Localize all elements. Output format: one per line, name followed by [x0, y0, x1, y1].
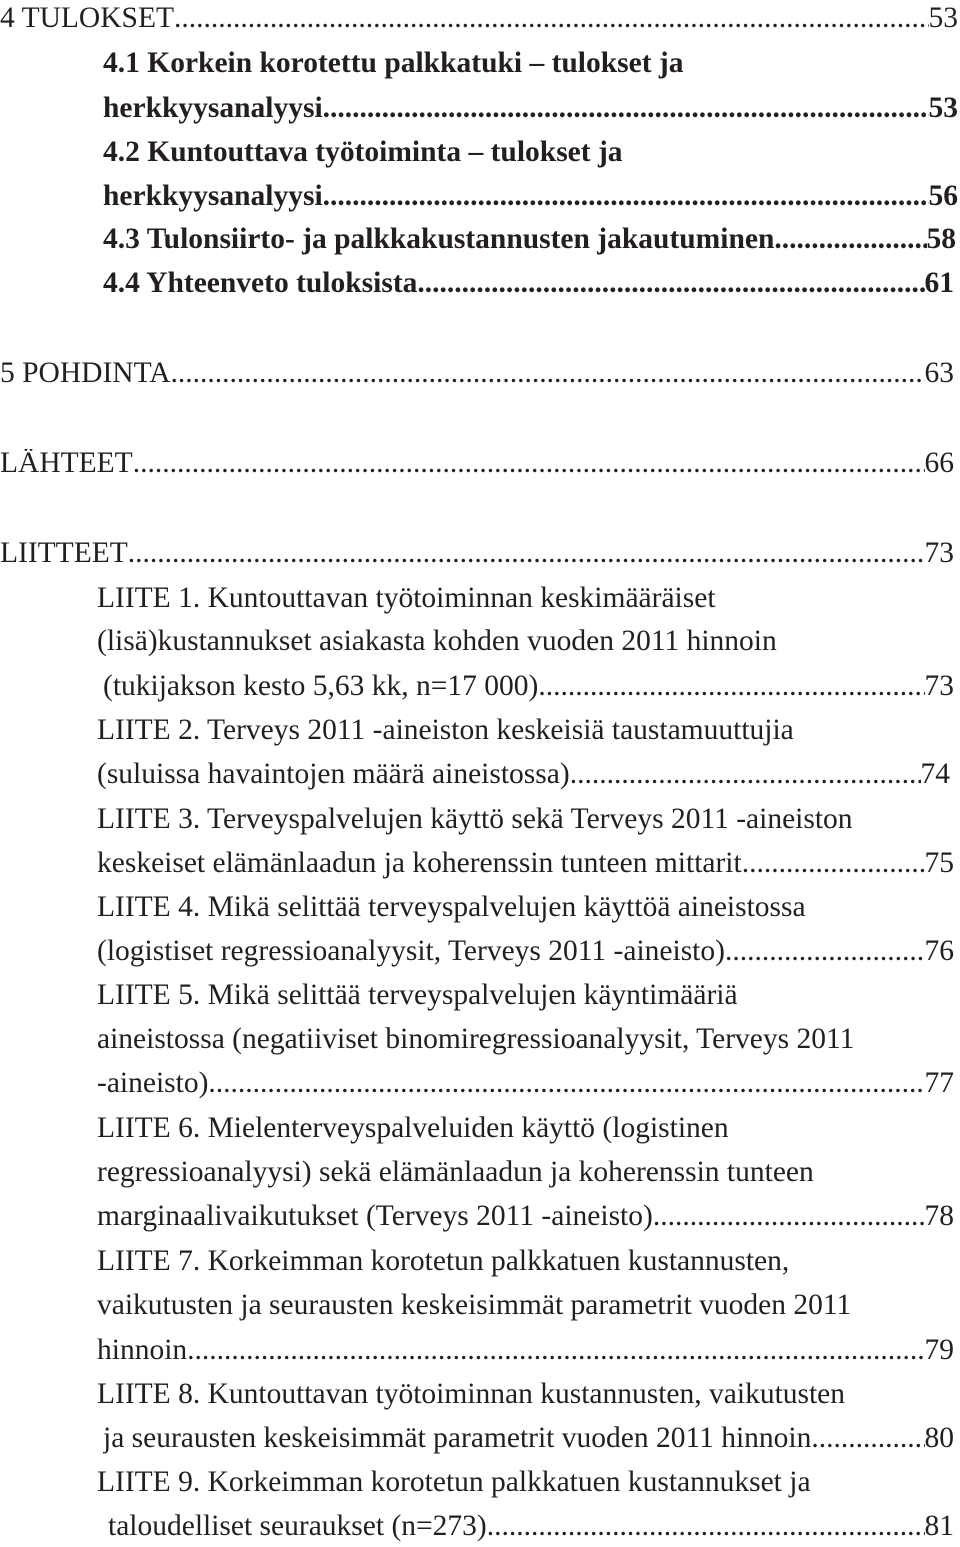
toc-entry-liite-2[interactable] [97, 760, 950, 790]
toc-page-number: 53 [928, 4, 958, 34]
toc-title: LIITE 5. Mikä selittää terveyspalvelujen käyntimääriä [97, 981, 738, 1011]
toc-entry-liite-5[interactable] [97, 1069, 954, 1099]
toc-page-number: 66 [924, 449, 954, 479]
toc-page-number: 78 [924, 1202, 954, 1232]
toc-title: 4.1 Korkein korotettu palkkatuki – tulokset ja [103, 49, 684, 79]
leader-dots [725, 937, 925, 967]
toc-title: LIITE 4. Mikä selittää terveyspalvelujen käyttöä aineistossa [97, 893, 806, 923]
leader-dots [323, 182, 929, 212]
toc-entry-4-1[interactable] [103, 94, 958, 124]
toc-page-number: 61 [924, 269, 954, 299]
toc-title: aineistossa (negatiiviset binomiregressioanalyysit, Terveys 2011 [97, 1025, 855, 1055]
toc-title: herkkyysanalyysi [103, 94, 323, 124]
toc-entry-liite-4-line1[interactable] [97, 893, 806, 923]
toc-entry-liite-6[interactable] [97, 1202, 954, 1232]
toc-title: 4.4 Yhteenveto tuloksista [103, 269, 418, 299]
toc-title: (lisä)kustannukset asiakasta kohden vuoden 2011 hinnoin [97, 627, 777, 657]
toc-entry-liite-3-line1[interactable] [97, 805, 853, 835]
toc-title: 4.3 Tulonsiirto- ja palkkakustannusten jakautuminen [103, 225, 775, 255]
toc-entry-chapter-4[interactable] [0, 4, 958, 34]
toc-title: 4 TULOKSET [0, 4, 174, 34]
toc-title: marginaalivaikutukset (Terveys 2011 -aineisto) [97, 1202, 653, 1232]
toc-title: LIITTEET [0, 539, 128, 569]
toc-title: LIITE 2. Terveys 2011 -aineiston keskeisiä taustamuuttujia [97, 716, 794, 746]
leader-dots [417, 269, 924, 299]
leader-dots [323, 94, 929, 124]
leader-dots [187, 1336, 924, 1366]
toc-entry-references[interactable] [0, 449, 954, 479]
toc-entry-liite-1-line1[interactable] [97, 584, 716, 614]
toc-entry-4-2-line1[interactable] [103, 138, 623, 168]
toc-entry-liite-9-line1[interactable] [97, 1468, 811, 1498]
toc-page-number: 73 [924, 672, 954, 702]
toc-entry-liite-1[interactable] [103, 672, 954, 702]
leader-dots [128, 539, 925, 569]
toc-title: LIITE 1. Kuntouttavan työtoiminnan keskimääräiset [97, 584, 716, 614]
toc-entry-liite-1-line2[interactable] [97, 627, 777, 657]
toc-entry-liite-7[interactable] [97, 1336, 954, 1366]
toc-page-number: 74 [920, 760, 950, 790]
toc-title: ja seurausten keskeisimmät parametrit vuoden 2011 hinnoin [103, 1424, 812, 1454]
leader-dots [774, 225, 926, 255]
toc-page-number: 76 [924, 937, 954, 967]
toc-entry-4-3[interactable] [103, 225, 956, 255]
toc-title: LIITE 8. Kuntouttavan työtoiminnan kustannusten, vaikutusten [97, 1380, 846, 1410]
toc-page-number: 79 [924, 1336, 954, 1366]
toc-entry-4-1-line1[interactable] [103, 49, 684, 79]
leader-dots [133, 449, 925, 479]
toc-title: LIITE 9. Korkeimman korotetun palkkatuen kustannukset ja [97, 1468, 811, 1498]
toc-entry-liite-8-line1[interactable] [97, 1380, 845, 1410]
toc-title: (tukijakson kesto 5,63 kk, n=17 000) [103, 672, 539, 702]
toc-title: herkkyysanalyysi [103, 182, 323, 212]
leader-dots [208, 1069, 924, 1099]
toc-title: LIITE 7. Korkeimman korotetun palkkatuen kustannusten, [97, 1247, 790, 1277]
toc-entry-4-4[interactable] [103, 269, 954, 299]
leader-dots [653, 1202, 925, 1232]
leader-dots [171, 359, 925, 389]
toc-title: (suluissa havaintojen määrä aineistossa) [97, 760, 570, 790]
toc-page-number: 73 [924, 539, 954, 569]
leader-dots [174, 4, 929, 34]
toc-title: LÄHTEET [0, 449, 133, 479]
toc-title: 5 POHDINTA [0, 359, 171, 389]
toc-page-number: 53 [928, 94, 958, 124]
toc-page-number: 56 [928, 182, 958, 212]
toc-page-number: 81 [924, 1512, 954, 1542]
toc-page-number: 80 [924, 1424, 954, 1454]
toc-title: (logistiset regressioanalyysit, Terveys 2011 -aineisto) [97, 937, 725, 967]
toc-entry-liite-8[interactable] [103, 1424, 954, 1454]
toc-title: hinnoin [97, 1336, 188, 1366]
toc-entry-liite-4[interactable] [97, 937, 954, 967]
leader-dots [570, 760, 921, 790]
leader-dots [742, 849, 925, 879]
toc-entry-appendices[interactable] [0, 539, 954, 569]
toc-title: keskeiset elämänlaadun ja koherenssin tunteen mittarit [97, 849, 742, 879]
toc-entry-liite-5-line2[interactable] [97, 1025, 854, 1055]
leader-dots [811, 1424, 924, 1454]
toc-page-number: 77 [924, 1069, 954, 1099]
toc-page-number: 58 [926, 225, 956, 255]
toc-page-number: 75 [924, 849, 954, 879]
toc-entry-liite-6-line2[interactable] [97, 1158, 814, 1188]
toc-entry-liite-9[interactable] [108, 1512, 954, 1542]
toc-title: taloudelliset seuraukset (n=273) [108, 1512, 487, 1542]
toc-title: LIITE 6. Mielenterveyspalveluiden käyttö (logistinen [97, 1114, 729, 1144]
toc-title: LIITE 3. Terveyspalvelujen käyttö sekä Terveys 2011 -aineiston [97, 805, 853, 835]
toc-title: -aineisto) [97, 1069, 209, 1099]
toc-title: vaikutusten ja seurausten keskeisimmät parametrit vuoden 2011 [97, 1291, 852, 1321]
leader-dots [487, 1512, 925, 1542]
toc-title: regressioanalyysi) sekä elämänlaadun ja koherenssin tunteen [97, 1158, 814, 1188]
toc-entry-liite-3[interactable] [97, 849, 954, 879]
leader-dots [538, 672, 924, 702]
toc-page-number: 63 [924, 359, 954, 389]
toc-entry-liite-7-line2[interactable] [97, 1291, 851, 1321]
toc-entry-chapter-5[interactable] [0, 359, 954, 389]
toc-title: 4.2 Kuntouttava työtoiminta – tulokset ja [103, 138, 623, 168]
toc-entry-liite-6-line1[interactable] [97, 1114, 729, 1144]
toc-entry-liite-7-line1[interactable] [97, 1247, 789, 1277]
toc-entry-liite-2-line1[interactable] [97, 716, 794, 746]
toc-entry-4-2[interactable] [103, 182, 958, 212]
toc-entry-liite-5-line1[interactable] [97, 981, 738, 1011]
